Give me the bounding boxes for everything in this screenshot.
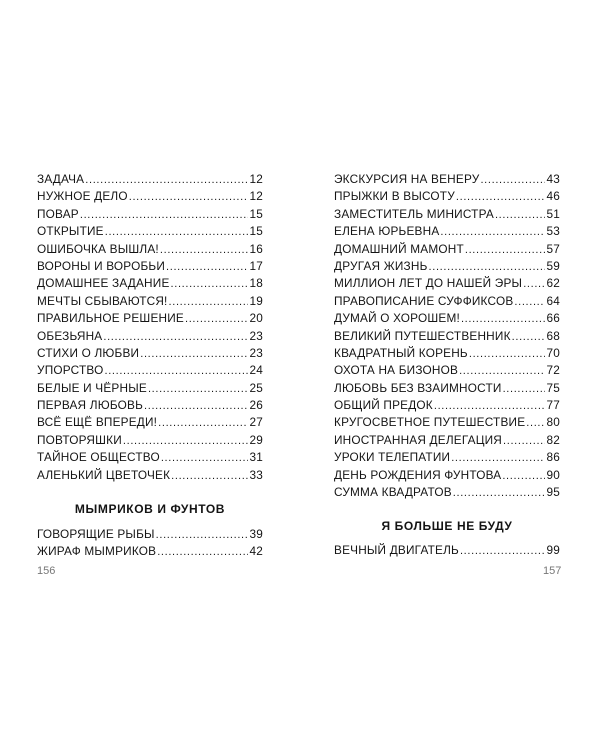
page-number-right: 157 [543, 565, 562, 577]
toc-entry[interactable] [37, 275, 263, 292]
dot-leader [169, 294, 249, 311]
entry-page-number: 24 [249, 363, 263, 378]
dot-leader [144, 398, 248, 415]
dot-leader [171, 468, 248, 485]
dot-leader [453, 485, 546, 502]
entry-title: ТАЙНОЕ ОБЩЕСТВО [37, 450, 160, 465]
entry-title: ПРАВИЛЬНОЕ РЕШЕНИЕ [37, 311, 184, 326]
toc-entry[interactable] [334, 362, 560, 379]
toc-entry[interactable] [37, 310, 263, 327]
dot-leader [158, 415, 248, 432]
entry-page-number: 57 [546, 241, 560, 256]
entry-page-number: 26 [249, 398, 263, 413]
entry-title: ВСЁ ЕЩЁ ВПЕРЕДИ! [37, 415, 158, 430]
dot-leader [160, 242, 249, 259]
entry-page-number: 90 [546, 467, 560, 482]
right-page-toc [334, 171, 560, 501]
entry-title: ПРЫЖКИ В ВЫСОТУ [334, 189, 455, 204]
dot-leader [523, 276, 545, 293]
toc-entry[interactable] [37, 526, 263, 543]
toc-list [334, 171, 560, 501]
toc-entry[interactable] [37, 241, 263, 258]
entry-page-number: 33 [249, 467, 263, 482]
toc-entry[interactable] [334, 241, 560, 258]
dot-leader [456, 189, 546, 206]
entry-title: НУЖНОЕ ДЕЛО [37, 189, 128, 204]
entry-title: СТИХИ О ЛЮБВИ [37, 345, 140, 360]
entry-title: ПОВТОРЯШКИ [37, 432, 122, 447]
left-section-toc [37, 526, 263, 561]
toc-entry[interactable] [334, 328, 560, 345]
dot-leader [480, 172, 545, 189]
entry-page-number: 20 [249, 311, 263, 326]
dot-leader [469, 346, 546, 363]
toc-entry[interactable] [334, 397, 560, 414]
toc-entry[interactable] [334, 206, 560, 223]
entry-title: ДОМАШНЕЕ ЗАДАНИЕ [37, 276, 170, 291]
entry-title: ИНОСТРАННАЯ ДЕЛЕГАЦИЯ [334, 432, 503, 447]
entry-title: УПОРСТВО [37, 363, 104, 378]
toc-entry[interactable] [37, 223, 263, 240]
dot-leader [429, 259, 546, 276]
entry-page-number: 27 [249, 415, 263, 430]
toc-entry[interactable] [37, 414, 263, 431]
entry-page-number: 46 [546, 189, 560, 204]
entry-page-number: 82 [546, 432, 560, 447]
dot-leader [526, 415, 545, 432]
entry-page-number: 53 [546, 224, 560, 239]
entry-title: ПРАВОПИСАНИЕ СУФФИКСОВ [334, 293, 514, 308]
entry-title: ДОМАШНИЙ МАМОНТ [334, 241, 464, 256]
entry-title: ПЕРВАЯ ЛЮБОВЬ [37, 398, 144, 413]
entry-page-number: 17 [249, 258, 263, 273]
toc-entry[interactable] [37, 380, 263, 397]
toc-entry[interactable] [334, 171, 560, 188]
toc-entry[interactable] [334, 542, 560, 559]
toc-entry[interactable] [37, 397, 263, 414]
entry-title: ЗАМЕСТИТЕЛЬ МИНИСТРА [334, 206, 494, 221]
entry-title: ЛЮБОВЬ БЕЗ ВЗАИМНОСТИ [334, 380, 502, 395]
entry-title: МЕЧТЫ СБЫВАЮТСЯ! [37, 293, 168, 308]
entry-title: ЕЛЕНА ЮРЬЕВНА [334, 224, 440, 239]
dot-leader [80, 207, 249, 224]
entry-page-number: 75 [546, 380, 560, 395]
toc-entry[interactable] [37, 206, 263, 223]
toc-entry[interactable] [37, 171, 263, 188]
section-heading: МЫМРИКОВ И ФУНТОВ [74, 502, 226, 516]
entry-page-number: 19 [249, 293, 263, 308]
toc-entry[interactable] [334, 345, 560, 362]
toc-entry[interactable] [37, 432, 263, 449]
toc-entry[interactable] [37, 293, 263, 310]
entry-title: УРОКИ ТЕЛЕПАТИИ [334, 450, 451, 465]
dot-leader [123, 433, 249, 450]
entry-title: ПОВАР [37, 206, 79, 221]
dot-leader [140, 346, 248, 363]
entry-title: ДРУГАЯ ЖИЗНЬ [334, 258, 428, 273]
dot-leader [104, 363, 248, 380]
toc-entry[interactable] [37, 543, 263, 560]
entry-page-number: 64 [546, 293, 560, 308]
dot-leader [85, 172, 248, 189]
left-page-toc [37, 171, 263, 484]
entry-page-number: 86 [546, 450, 560, 465]
dot-leader [461, 311, 546, 328]
entry-page-number: 68 [546, 328, 560, 343]
entry-title: ЭКСКУРСИЯ НА ВЕНЕРУ [334, 172, 480, 186]
toc-entry[interactable] [334, 484, 560, 501]
entry-page-number: 25 [249, 380, 263, 395]
entry-page-number: 62 [546, 276, 560, 291]
toc-entry[interactable] [334, 380, 560, 397]
toc-entry[interactable] [334, 293, 560, 310]
entry-page-number: 15 [249, 224, 263, 239]
toc-entry[interactable] [334, 223, 560, 240]
toc-entry[interactable] [37, 188, 263, 205]
toc-entry[interactable] [37, 362, 263, 379]
entry-title: ОБЩИЙ ПРЕДОК [334, 398, 433, 413]
entry-page-number: 29 [249, 432, 263, 447]
dot-leader [465, 242, 546, 259]
dot-leader [440, 224, 545, 241]
entry-title: СУММА КВАДРАТОВ [334, 485, 452, 500]
entry-title: ДЕНЬ РОЖДЕНИЯ ФУНТОВА [334, 467, 502, 482]
dot-leader [103, 329, 248, 346]
entry-page-number: 43 [546, 172, 560, 186]
entry-title: АЛЕНЬКИЙ ЦВЕТОЧЕК [37, 467, 171, 482]
dot-leader [503, 381, 546, 398]
toc-entry[interactable] [37, 449, 263, 466]
entry-title: ЖИРАФ МЫМРИКОВ [37, 544, 157, 559]
entry-title: ВЕЛИКИЙ ПУТЕШЕСТВЕННИК [334, 328, 511, 343]
entry-page-number: 80 [546, 415, 560, 430]
dot-leader [185, 311, 248, 328]
dot-leader [166, 259, 248, 276]
entry-title: ОХОТА НА БИЗОНОВ [334, 363, 459, 378]
entry-title: ВЕЧНЫЙ ДВИГАТЕЛЬ [334, 543, 459, 557]
toc-entry[interactable] [334, 258, 560, 275]
dot-leader [148, 381, 249, 398]
toc-list [37, 171, 263, 484]
toc-entry[interactable] [37, 328, 263, 345]
entry-page-number: 42 [249, 544, 263, 559]
entry-page-number: 18 [249, 276, 263, 291]
toc-entry[interactable] [334, 449, 560, 466]
toc-entry[interactable] [334, 467, 560, 484]
toc-list [37, 526, 263, 561]
dot-leader [459, 363, 545, 380]
toc-entry[interactable] [334, 275, 560, 292]
entry-page-number: 15 [249, 206, 263, 221]
entry-title: ДУМАЙ О ХОРОШЕМ! [334, 311, 460, 326]
dot-leader [503, 433, 545, 450]
dot-leader [512, 329, 546, 346]
entry-title: ОТКРЫТИЕ [37, 224, 104, 239]
dot-leader [460, 543, 546, 560]
dot-leader [129, 189, 249, 206]
entry-title: ОШИБОЧКА ВЫШЛА! [37, 241, 159, 256]
page-number-left: 156 [37, 565, 56, 577]
entry-page-number: 16 [249, 241, 263, 256]
entry-page-number: 12 [249, 172, 263, 186]
entry-page-number: 99 [546, 543, 560, 557]
entry-title: ОБЕЗЬЯНА [37, 328, 103, 343]
entry-page-number: 66 [546, 311, 560, 326]
entry-title: МИЛЛИОН ЛЕТ ДО НАШЕЙ ЭРЫ [334, 276, 523, 291]
toc-entry[interactable] [334, 188, 560, 205]
entry-page-number: 77 [546, 398, 560, 413]
entry-title: БЕЛЫЕ И ЧЁРНЫЕ [37, 380, 147, 395]
dot-leader [156, 527, 249, 544]
section-heading: Я БОЛЬШЕ НЕ БУДУ [381, 519, 513, 533]
entry-page-number: 31 [249, 450, 263, 465]
toc-list [334, 542, 560, 559]
right-section-toc [334, 542, 560, 559]
entry-page-number: 51 [546, 206, 560, 221]
entry-page-number: 39 [249, 527, 263, 541]
dot-leader [434, 398, 546, 415]
entry-title: ЗАДАЧА [37, 172, 85, 186]
dot-leader [495, 207, 546, 224]
entry-page-number: 70 [546, 345, 560, 360]
dot-leader [157, 544, 248, 561]
dot-leader [161, 450, 249, 467]
dot-leader [105, 224, 249, 241]
entry-page-number: 12 [249, 189, 263, 204]
toc-entry[interactable] [37, 345, 263, 362]
dot-leader [171, 276, 249, 293]
entry-title: КВАДРАТНЫЙ КОРЕНЬ [334, 345, 468, 360]
entry-page-number: 23 [249, 345, 263, 360]
entry-page-number: 59 [546, 258, 560, 273]
entry-title: ГОВОРЯЩИЕ РЫБЫ [37, 527, 155, 541]
toc-entry[interactable] [334, 414, 560, 431]
entry-page-number: 95 [546, 485, 560, 500]
toc-entry[interactable] [334, 310, 560, 327]
dot-leader [502, 468, 545, 485]
entry-page-number: 72 [546, 363, 560, 378]
dot-leader [451, 450, 545, 467]
toc-entry[interactable] [37, 467, 263, 484]
entry-title: КРУГОСВЕТНОЕ ПУТЕШЕСТВИЕ [334, 415, 526, 430]
dot-leader [514, 294, 545, 311]
entry-title: ВОРОНЫ И ВОРОБЬИ [37, 258, 166, 273]
toc-entry[interactable] [334, 432, 560, 449]
toc-entry[interactable] [37, 258, 263, 275]
entry-page-number: 23 [249, 328, 263, 343]
